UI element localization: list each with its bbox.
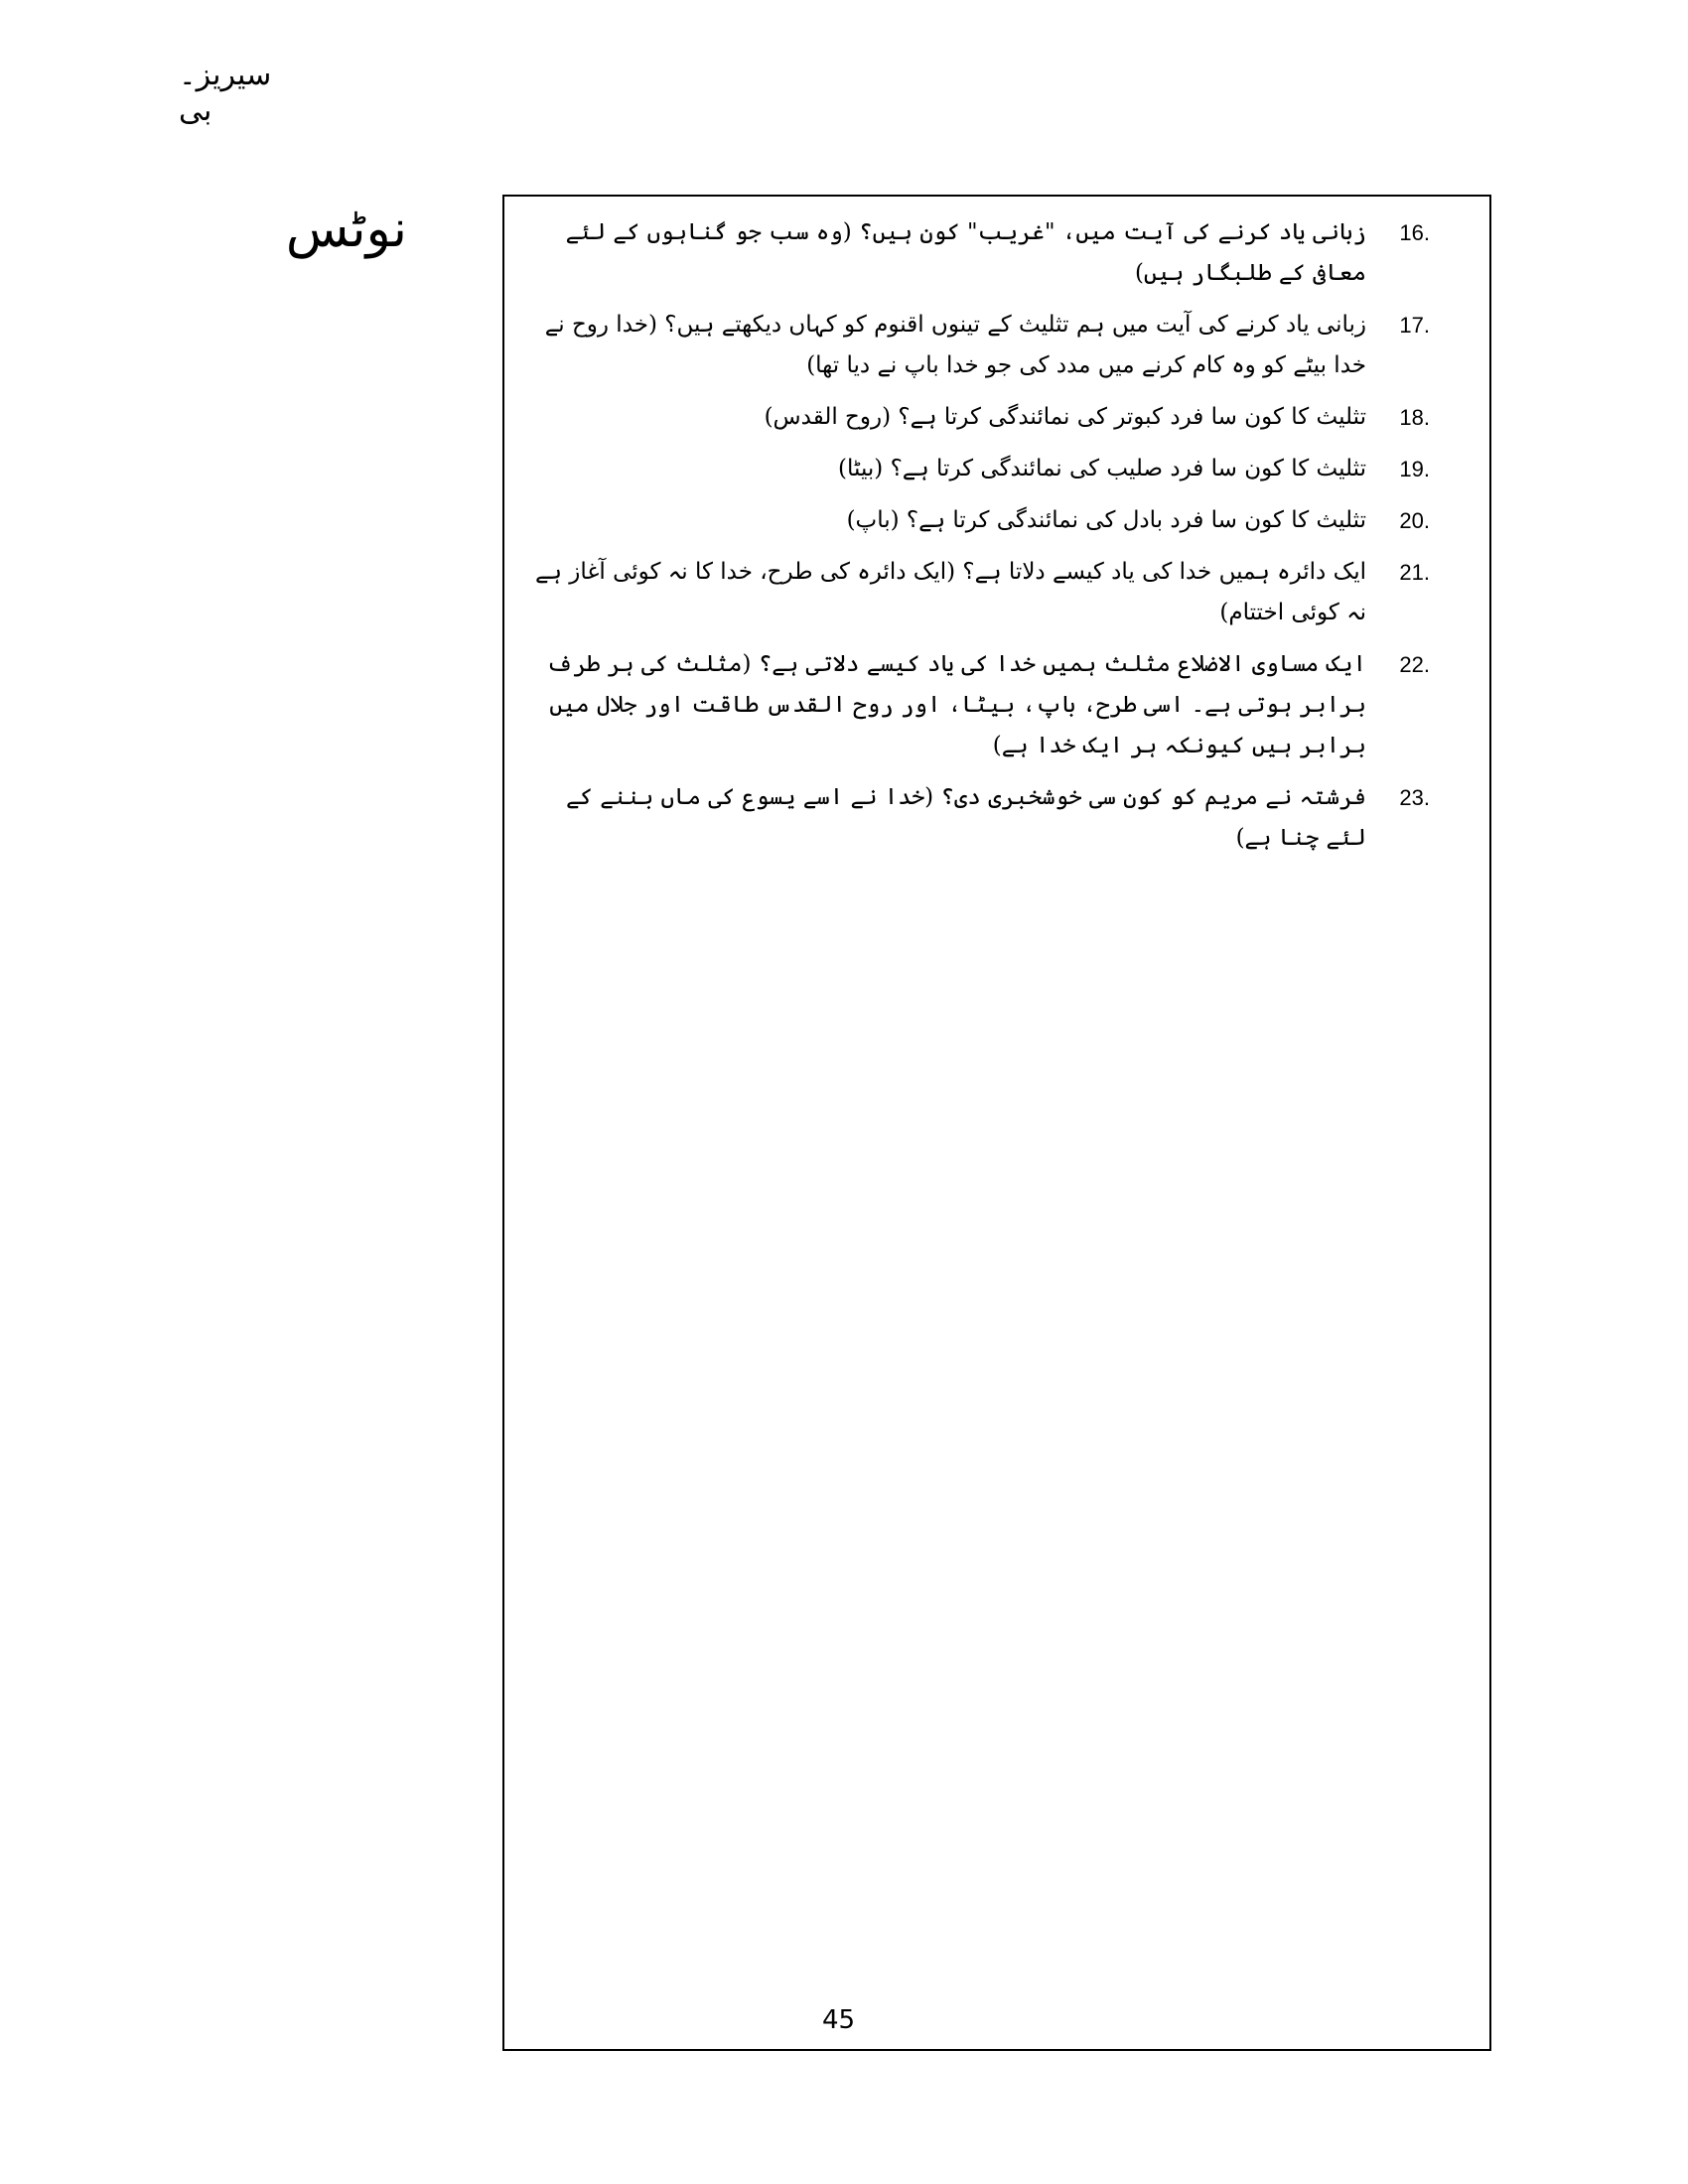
question-number: 22.: [1399, 652, 1430, 677]
question-text: تثلیث کا کون سا فرد بادل کی نمائندگی کرتا ہے؟ (باپ): [846, 507, 1366, 533]
question-text: زبانی یاد کرنے کی آیت میں، "غریب" کون ہیں؟ (وہ سب جو گناہوں کے لئے معافی کے طلبگار ہیں): [565, 219, 1366, 286]
question-item: [520, 397, 1430, 438]
question-number: 20.: [1399, 508, 1430, 533]
question-item: [520, 644, 1430, 766]
question-number: 18.: [1399, 405, 1430, 430]
question-item: [520, 449, 1430, 489]
question-item: [520, 777, 1430, 859]
question-text: ایک دائرہ ہمیں خدا کی یاد کیسے دلاتا ہے؟ (ایک دائرہ کی طرح، خدا کا نہ کوئی آغاز ہے نہ کوئی اختتام): [534, 559, 1366, 625]
question-text: ایک مساوی الاضلاع مثلث ہمیں خدا کی یاد کیسے دلاتی ہے؟ (مثلث کی ہر طرف برابر ہوتی ہے۔ اسی طرح، باپ، بیٹا، اور روح القدس طاقت اور جلال میں برابر ہیں کیونکہ ہر ایک خدا ہے): [546, 651, 1366, 758]
page-number: 45: [822, 2005, 856, 2035]
question-item: [520, 552, 1430, 633]
notes-heading: نوٹس: [285, 200, 407, 259]
questions-box: [502, 195, 1491, 2051]
question-text: تثلیث کا کون سا فرد صلیب کی نمائندگی کرتا ہے؟ (بیٹا): [838, 456, 1366, 481]
question-number: 19.: [1399, 457, 1430, 481]
question-item: [520, 305, 1430, 386]
question-text: زبانی یاد کرنے کی آیت میں ہم تثلیث کے تینوں اقنوم کو کہاں دیکھتے ہیں؟ (خدا روح نے خدا بیٹے کو وہ کام کرنے میں مدد کی جو خدا باپ نے دیا تھا): [544, 312, 1366, 378]
question-item: [520, 212, 1430, 294]
question-number: 23.: [1399, 785, 1430, 810]
question-item: [520, 500, 1430, 541]
question-number: 16.: [1399, 220, 1430, 245]
question-number: 17.: [1399, 313, 1430, 338]
question-text: فرشتہ نے مریم کو کون سی خوشخبری دی؟ (خدا نے اسے یسوع کی ماں بننے کے لئے چنا ہے): [566, 784, 1366, 851]
question-number: 21.: [1399, 560, 1430, 585]
question-list: [504, 197, 1489, 870]
question-text: تثلیث کا کون سا فرد کبوتر کی نمائندگی کرتا ہے؟ (روح القدس): [764, 404, 1366, 430]
series-label: سیریز۔بی: [179, 58, 272, 128]
